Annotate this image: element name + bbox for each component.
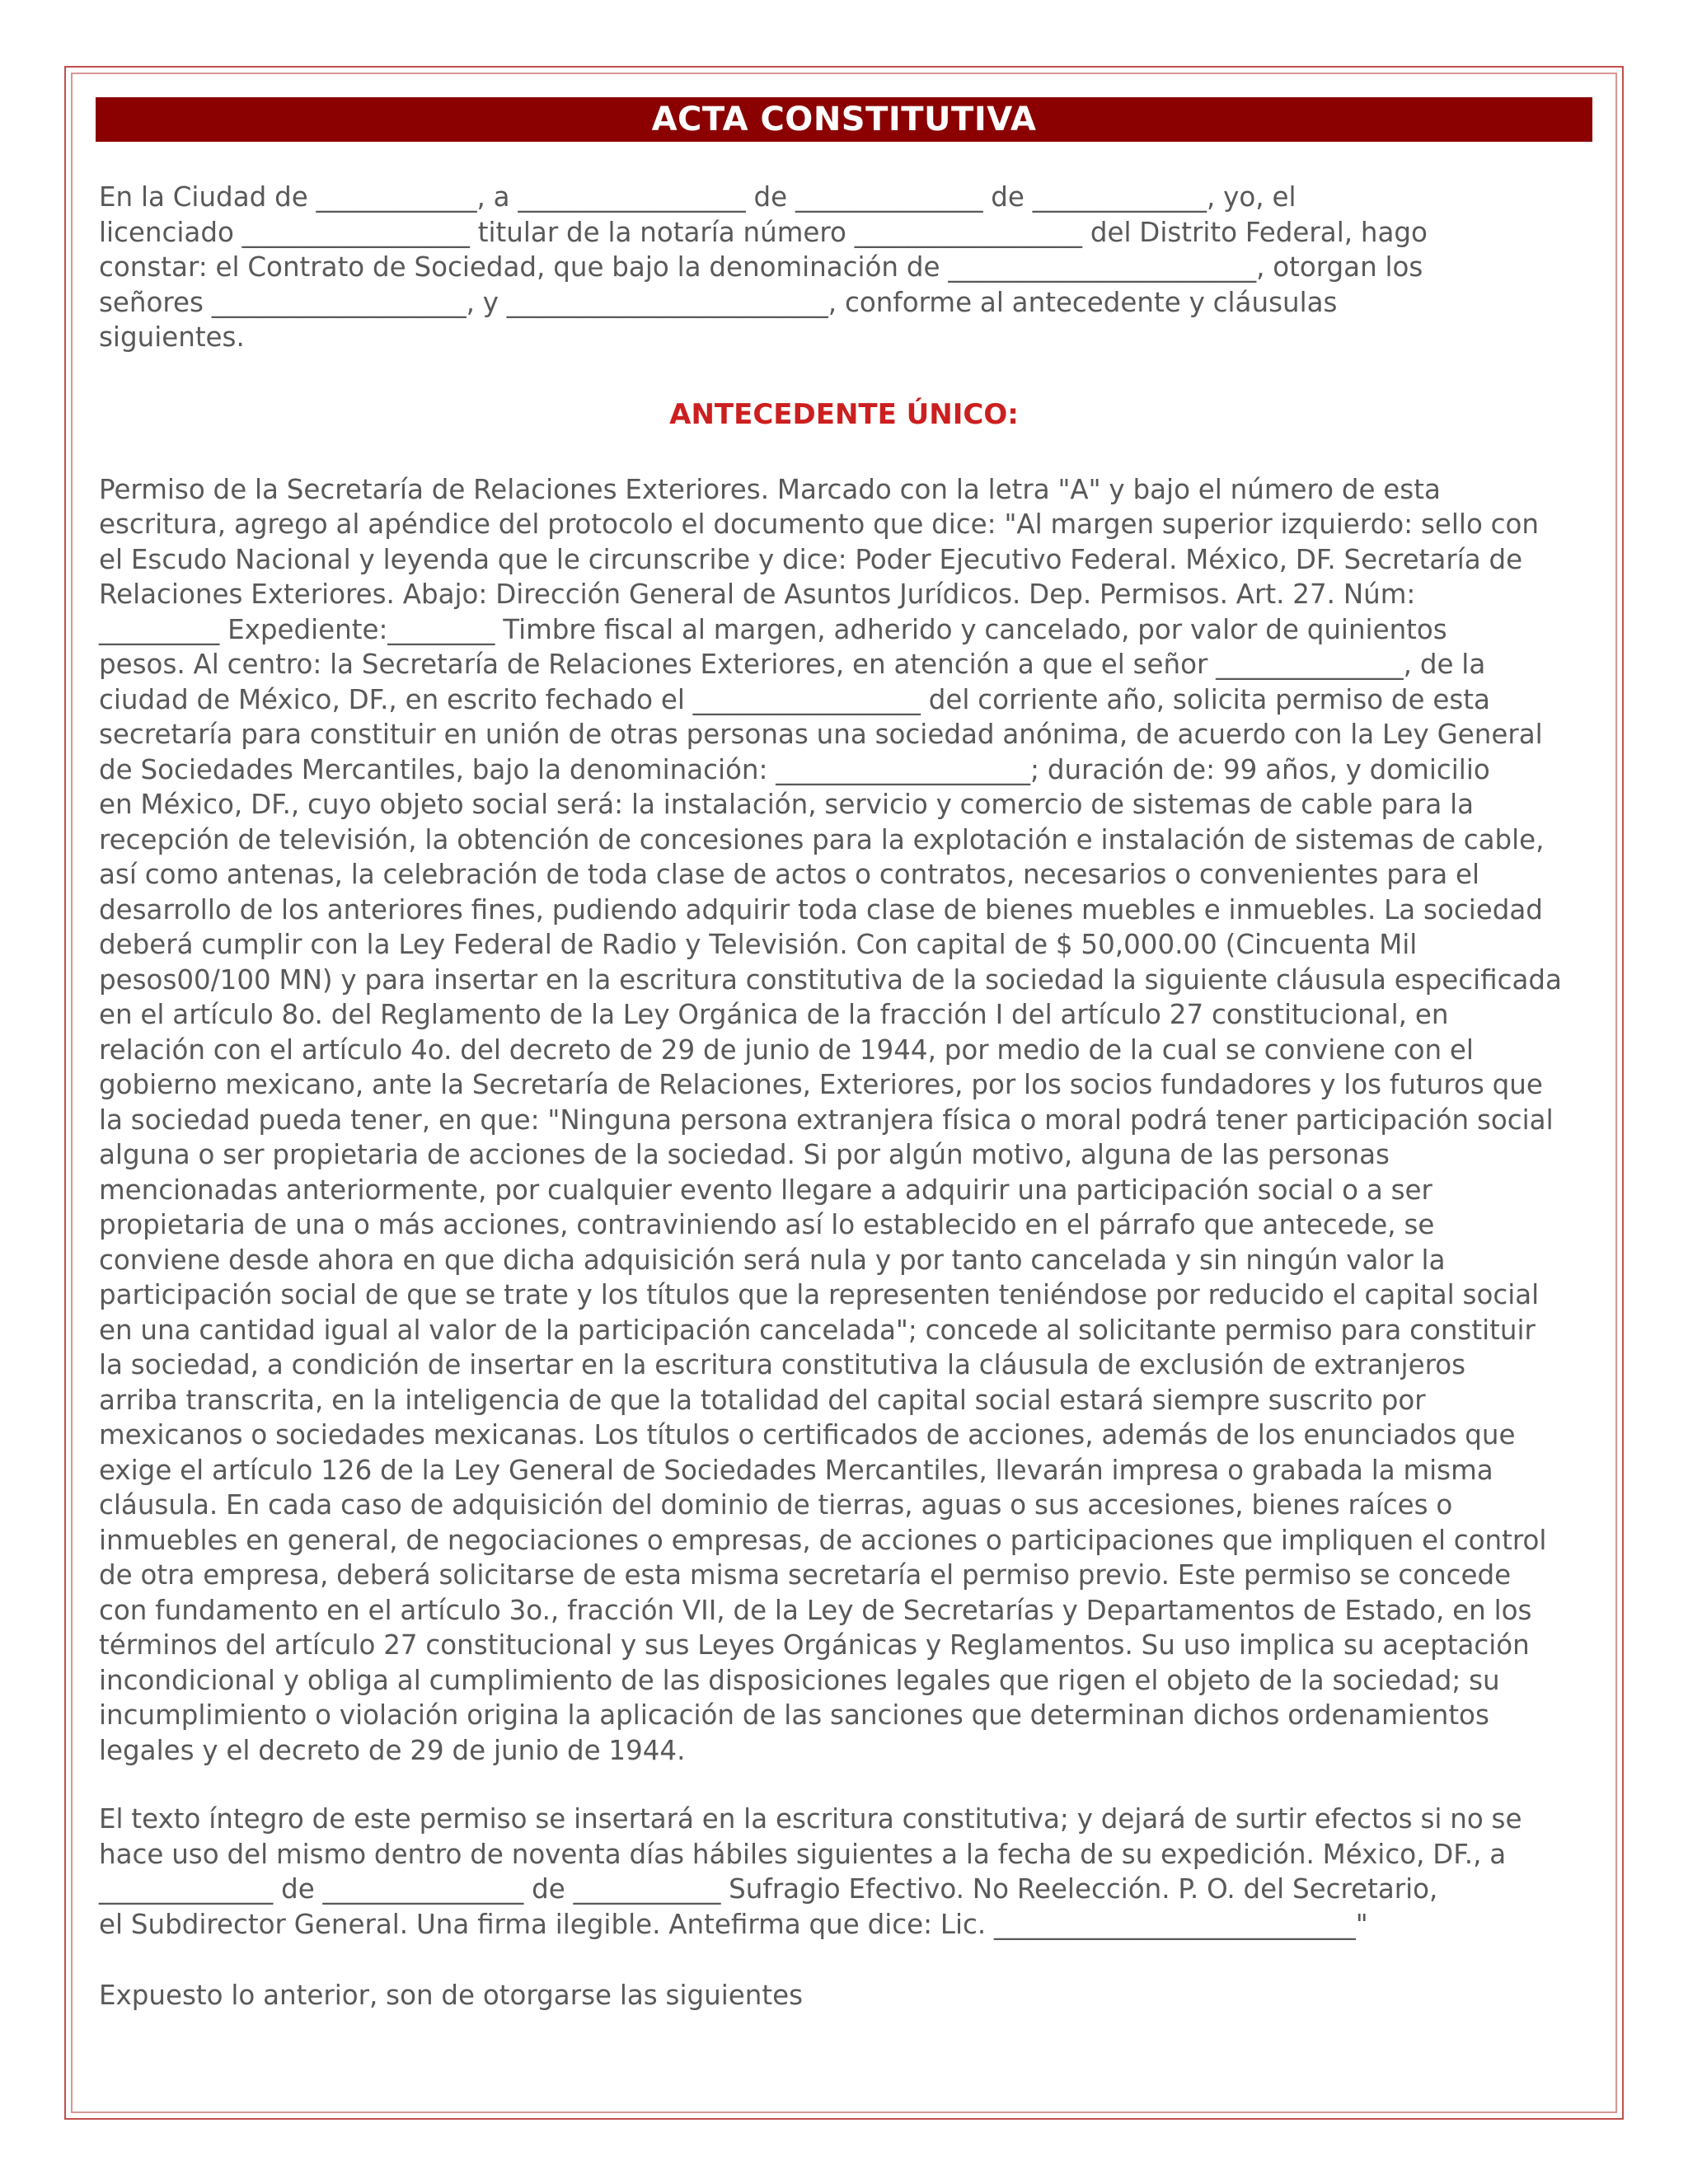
antecedent-line: exige el artículo 126 de la Ley General de Sociedades Mercantiles, llevarán impresa o grabada la misma [99, 1454, 1493, 1486]
antecedent-line: la sociedad pueda tener, en que: "Ninguna persona extranjera física o moral podrá tener participación social [99, 1104, 1554, 1136]
antecedent-line: inmuebles en general, de negociaciones o empresas, de acciones o participaciones que impliquen el control [99, 1524, 1547, 1556]
antecedent-line: así como antenas, la celebración de toda clase de actos o contratos, necesarios o convenientes para el [99, 859, 1479, 890]
permit-line: hace uso del mismo dentro de noventa días hábiles siguientes a la fecha de su expedición. México, DF., a [99, 1838, 1507, 1870]
section-heading: ANTECEDENTE ÚNICO: [669, 397, 1019, 431]
permit-paragraph [96, 1802, 1582, 1942]
document-body [96, 97, 1592, 2013]
antecedent-line: en México, DF., cuyo objeto social será: la instalación, servicio y comercio de sistemas de cable para la [99, 789, 1475, 820]
antecedent-line: conviene desde ahora en que dicha adquisición será nula y por tanto cancelada y sin ningún valor la [99, 1244, 1446, 1276]
antecedent-line: cláusula. En cada caso de adquisición del dominio de tierras, aguas o sus accesiones, bienes raíces o [99, 1489, 1453, 1521]
antecedent-line: de Sociedades Mercantiles, bajo la denominación: ___________________; duración de: 99 años, y domicilio [99, 753, 1490, 785]
closing-line: Expuesto lo anterior, son de otorgarse las siguientes [99, 1980, 804, 2011]
antecedent-line: desarrollo de los anteriores fines, pudiendo adquirir toda clase de bienes muebles e inmuebles. La sociedad [99, 893, 1543, 926]
closing-paragraph [96, 1978, 1582, 2013]
antecedent-line: legales y el decreto de 29 de junio de 1944. [99, 1734, 686, 1766]
antecedent-line: términos del artículo 27 constitucional y sus Leyes Orgánicas y Reglamentos. Su uso implica su aceptación [99, 1629, 1530, 1661]
document-title: ACTA CONSTITUTIVA [96, 97, 1592, 142]
antecedent-line: gobierno mexicano, ante la Secretaría de Relaciones, Exteriores, por los socios fundadores y los futuros que [99, 1069, 1543, 1100]
antecedent-line: relación con el artículo 4o. del decreto de 29 de junio de 1944, por medio de la cual se conviene con el [99, 1033, 1474, 1066]
antecedent-line: _________ Expediente:________ Timbre fiscal al margen, adherido y cancelado, por valor de quinientos [99, 613, 1447, 645]
antecedent-line: Relaciones Exteriores. Abajo: Dirección General de Asuntos Jurídicos. Dep. Permisos. Art. 27. Núm: [99, 579, 1416, 610]
antecedent-line: mencionadas anteriormente, por cualquier evento llegare a adquirir una participación social o a ser [99, 1174, 1432, 1206]
antecedent-line: con fundamento en el artículo 3o., fracción VII, de la Ley de Secretarías y Departamentos de Estado, en los [99, 1594, 1532, 1626]
antecedent-line: la sociedad, a condición de insertar en la escritura constitutiva la cláusula de exclusión de extranjeros [99, 1349, 1466, 1380]
antecedent-line: secretaría para constituir en unión de otras personas una sociedad anónima, de acuerdo con la Ley General [99, 719, 1543, 750]
antecedent-line: mexicanos o sociedades mexicanas. Los títulos o certificados de acciones, además de los enunciados que [99, 1419, 1516, 1451]
antecedent-paragraph [96, 472, 1582, 1769]
intro-line: señores ___________________, y ________________________, conforme al antecedente y cláusulas [99, 286, 1338, 318]
antecedent-line: Permiso de la Secretaría de Relaciones Exteriores. Marcado con la letra "A" y bajo el número de esta [99, 473, 1441, 505]
antecedent-line: alguna o ser propietaria de acciones de la sociedad. Si por algún motivo, alguna de las personas [99, 1139, 1390, 1170]
antecedent-line: de otra empresa, deberá solicitarse de esta misma secretaría el permiso previo. Este permiso se concede [99, 1559, 1512, 1591]
antecedent-line: ciudad de México, DF., en escrito fechado el _________________ del corriente año, solicita permiso de esta [99, 683, 1490, 715]
antecedent-line: propietaria de una o más acciones, contraviniendo así lo establecido en el párrafo que antecede, se [99, 1209, 1435, 1240]
antecedent-line: en el artículo 8o. del Reglamento de la Ley Orgánica de la fracción I del artículo 27 constitucional, en [99, 999, 1449, 1030]
permit-line: _____________ de _______________ de ___________ Sufragio Efectivo. No Reelección. P. O. del Secretario, [99, 1873, 1438, 1905]
antecedent-line: en una cantidad igual al valor de la participación cancelada"; concede al solicitante permiso para constituir [99, 1314, 1536, 1346]
antecedent-line: escritura, agrego al apéndice del protocolo el documento que dice: "Al margen superior izquierdo: sello con [99, 509, 1540, 540]
antecedent-line: participación social de que se trate y los títulos que la representen teniéndose por reducido el capital social [99, 1279, 1540, 1310]
antecedent-line: arriba transcrita, en la inteligencia de que la totalidad del capital social estará siempre suscrito por [99, 1384, 1426, 1416]
intro-line: constar: el Contrato de Sociedad, que bajo la denominación de _______________________, otorgan los [99, 251, 1423, 283]
antecedent-line: pesos. Al centro: la Secretaría de Relaciones Exteriores, en atención a que el señor ______________, de la [99, 649, 1486, 680]
intro-line: En la Ciudad de ____________, a _________________ de ______________ de _____________, yo, el [99, 181, 1296, 213]
intro-line: siguientes. [99, 321, 245, 353]
antecedent-line: el Escudo Nacional y leyenda que le circunscribe y dice: Poder Ejecutivo Federal. México, DF. Secretaría de [99, 543, 1523, 575]
permit-line: el Subdirector General. Una firma ilegible. Antefirma que dice: Lic. ___________________________" [99, 1908, 1368, 1940]
permit-line: El texto íntegro de este permiso se insertará en la escritura constitutiva; y dejará de surtir efectos si no se [99, 1803, 1522, 1835]
antecedent-line: pesos00/100 MN) y para insertar en la escritura constitutiva de la sociedad la siguiente cláusula especificada [99, 963, 1562, 996]
antecedent-line: recepción de televisión, la obtención de concesiones para la explotación e instalación de sistemas de cable, [99, 823, 1545, 855]
antecedent-line: deberá cumplir con la Ley Federal de Radio y Televisión. Con capital de $ 50,000.00 (Cincuenta Mil [99, 929, 1418, 960]
antecedent-line: incondicional y obliga al cumplimiento de las disposiciones legales que rigen el objeto de la sociedad; su [99, 1664, 1500, 1696]
intro-paragraph [96, 180, 1582, 355]
antecedent-line: incumplimiento o violación origina la aplicación de las sanciones que determinan dichos ordenamientos [99, 1699, 1489, 1731]
intro-line: licenciado _________________ titular de la notaría número _________________ del Distrito Federal, hago [99, 216, 1428, 248]
